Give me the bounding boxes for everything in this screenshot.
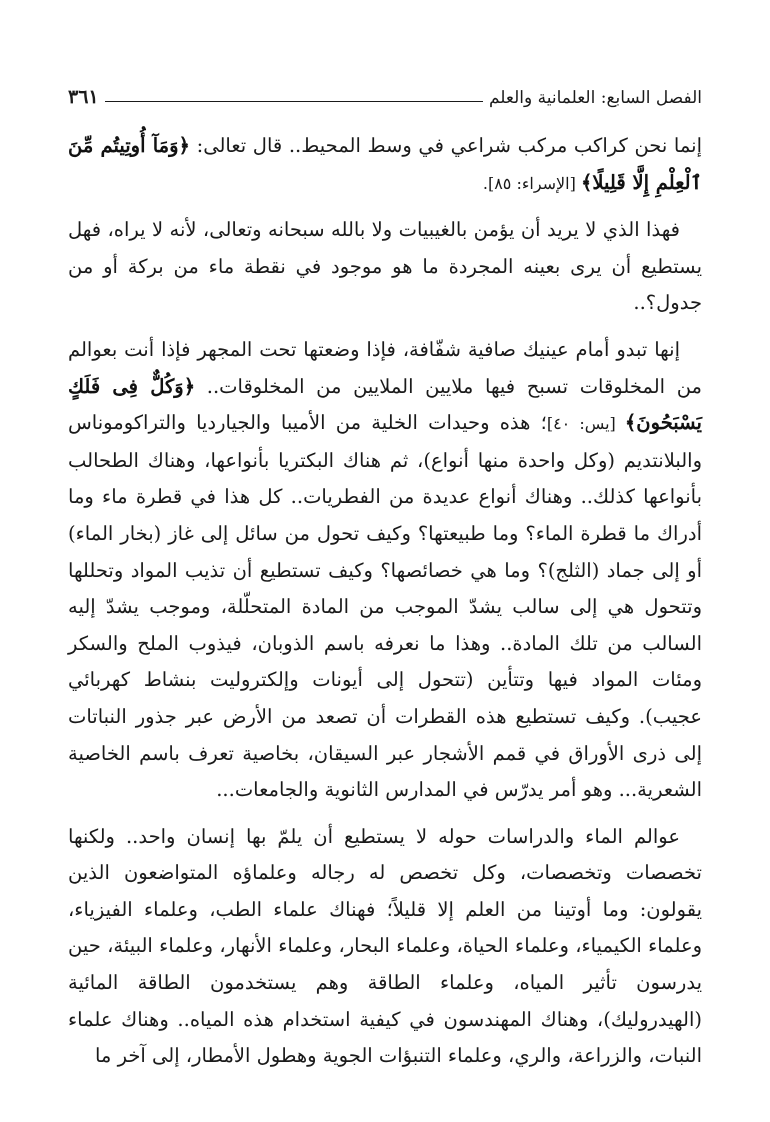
paragraph	[68, 128, 702, 202]
quran-verse: ﴿وَمَآ أُوتِيتُم مِّنَ ٱلْعِلْمِ إِلَّا قَلِيلًا﴾	[68, 134, 702, 194]
page-number: ٣٦١	[68, 86, 99, 108]
paragraph	[68, 212, 702, 322]
paragraph-text: إنها تبدو أمام عينيك صافية شفّافة، فإذا وضعتها تحت المجهر فإذا أنت بعوالم من المخلوقات تسبح فيها ملايين الملايين من المخلوقات..	[68, 337, 702, 398]
page-header	[68, 82, 702, 108]
paragraph-text: عوالم الماء والدراسات حوله لا يستطيع أن يلمّ بها إنسان واحد.. ولكنها تخصصات وتخصصات، وكل تخصص له رجاله وعلماؤه المتواضعون الذين يقولون: وما أوتينا من العلم إلا قليلاً؛ فهناك علماء الطب، وعلماء الفيزياء، وعلماء الكيمياء، وعلماء الحياة، وعلماء البحار، وعلماء الأنهار، وعلماء البيئة، حين يدرسون تأثير المياه، وعلماء الطاقة وهم يستخدمون الطاقة المائية (الهيدروليك)، وهناك المهندسون في كيفية استخدام هذه المياه.. وهناك علماء النبات، والزراعة، والري، وعلماء التنبؤات الجوية وهطول الأمطار، إلى آخر ما	[68, 824, 702, 1068]
paragraph	[68, 819, 702, 1075]
verse-citation: [يس: ٤٠]	[546, 414, 625, 434]
verse-citation: [الإسراء: ٨٥].	[482, 173, 581, 193]
header-rule	[105, 101, 483, 102]
page-body	[68, 128, 702, 1085]
paragraph-text: إنما نحن كراكب مركب شراعي في وسط المحيط.. قال تعالى:	[189, 134, 702, 157]
quran-verse: ﴿وَكُلٌّ فِى فَلَكٍ يَسْبَحُونَ﴾	[68, 374, 702, 435]
paragraph	[68, 332, 702, 809]
chapter-title: الفصل السابع: العلمانية والعلم	[488, 88, 702, 108]
paragraph-text: ؛ هذه وحيدات الخلية من الأميبا والجيارديا والتراكوموناس والبلانتديم (وكل واحدة منها أنواع)، ثم هناك البكتريا بأنواعها، وهناك الطحالب بأنواعها كذلك.. وهناك أنواع عديدة من الفطريات.. كل هذا في قطرة ماء وما أدراك ما قطرة الماء؟ وما طبيعتها؟ وكيف تحول من سائل إلى غاز (بخار الماء) أو إلى جماد (الثلج)؟ وما هي خصائصها؟ وكيف تستطيع أن تذيب المواد وتحللها وتتحول هي إلى سالب يشدّ الموجب من المادة المتحلّلة، وموجب يشدّ إليه السالب من تلك المادة.. وهذا ما نعرفه باسم الذوبان، فيذوب الملح والسكر ومئات المواد فيها وتتأين (تتحول إلى أيونات وإلكتروليت بنشاط كهربائي عجيب). وكيف تستطيع هذه القطرات أن تصعد من الأرض عبر جذور النباتات إلى ذرى الأوراق في قمم الأشجار عبر السيقان، بخاصية تعرف باسم الخاصية الشعرية... وهو أمر يدرّس في المدارس الثانوية والجامعات...	[68, 411, 702, 802]
paragraph-text: فهذا الذي لا يريد أن يؤمن بالغيبيات ولا بالله سبحانه وتعالى، لأنه لا يراه، فهل يستطيع أن يرى بعينه المجردة ما هو موجود في نقطة ماء من بركة أو من جدول؟..	[68, 218, 702, 315]
